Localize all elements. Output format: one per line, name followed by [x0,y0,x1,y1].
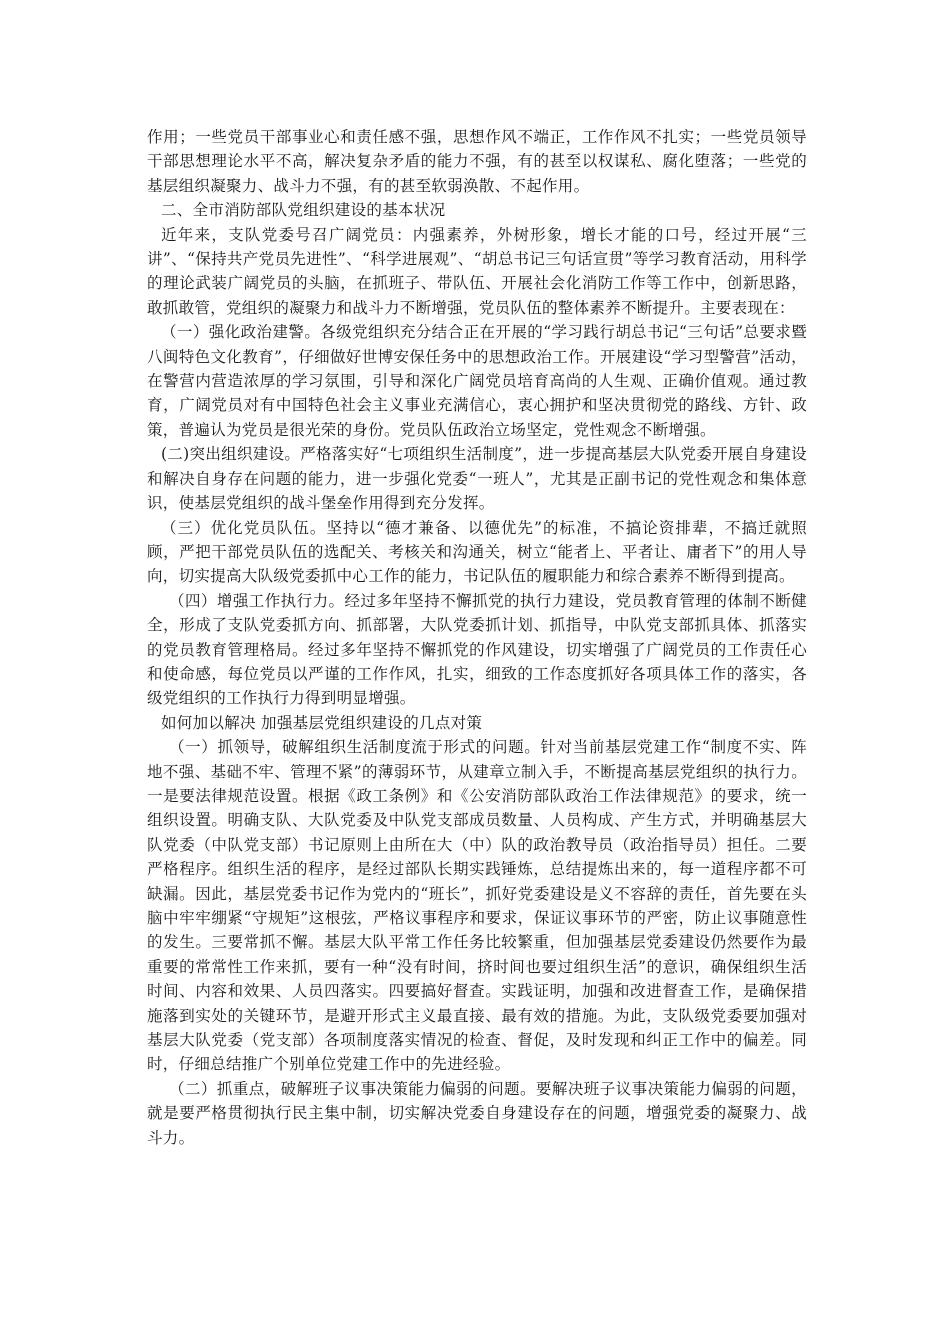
paragraph-continuation: 作用；一些党员干部事业心和责任感不强，思想作风不端正，工作作风不扎实；一些党员领导干部思想理论水平不高，解决复杂矛盾的能力不强，有的甚至以权谋私、腐化堕落；一些党的基层组织凝聚力、战斗力不强，有的甚至软弱涣散、不起作用。 [147,128,807,195]
paragraph-item-3: （三）优化党员队伍。坚持以“德才兼备、以德优先”的标准，不搞论资排辈，不搞迁就照顾，严把干部党员队伍的选配关、考核关和沟通关，树立“能者上、平者让、庸者下”的用人导向，切实提高大队级党委抓中心工作的能力，书记队伍的履职能力和综合素养不断得到提高。 [147,518,807,586]
section-heading-3: 如何加以解决 加强基层党组织建设的几点对策 [161,713,483,732]
paragraph-measure-2: （二）抓重点，破解班子议事决策能力偏弱的问题。要解决班子议事决策能力偏弱的问题，就是要严格贯彻执行民主集中制，切实解决党委自身建设存在的问题，增强党委的凝聚力、战斗力。 [147,1079,807,1147]
paragraph-item-4: （四）增强工作执行力。经过多年坚持不懈抓党的执行力建设，党员教育管理的体制不断健全，形成了支队党委抓方向、抓部署，大队党委抓计划、抓指导，中队党支部抓具体、抓落实的党员教育管理格局。经过多年坚持不懈抓党的作风建设，切实增强了广阔党员的工作责任心和使命感，每位党员以严谨的工作作风，扎实，细致的工作态度抓好各项具体工作的落实，各级党组织的工作执行力得到明显增强。 [147,591,807,708]
paragraph-measure-1: （一）抓领导，破解组织生活制度流于形式的问题。针对当前基层党建工作“制度不实、阵地不强、基础不牢、管理不紧”的薄弱环节，从建章立制入手，不断提高基层党组织的执行力。一是要法律规范设置。根据《政工条例》和《公安消防部队政治工作法律规范》的要求，统一组织设置。明确支队、大队党委及中队党支部成员数量、人员构成、产生方式，并明确基层大队党委（中队党支部）书记原则上由所在大（中）队的政治教导员（政治指导员）担任。二要严格程序。组织生活的程序，是经过部队长期实践锤炼，总结提炼出来的，每一道程序都不可缺漏。因此，基层党委书记作为党内的“班长”，抓好党委建设是义不容辞的责任，首先要在头脑中牢牢绷紧“守规矩”这根弦，严格议事程序和要求，保证议事环节的严密，防止议事随意性的发生。三要常抓不懈。基层大队平常工作任务比较繁重，但加强基层党委建设仍然要作为最重要的常常性工作来抓，要有一种“没有时间，挤时间也要过组织生活”的意识，确保组织生活时间、内容和效果、人员四落实。四要搞好督查。实践证明，加强和改进督查工作，是确保措施落到实处的关键环节，是避开形式主义最直接、最有效的措施。为此，支队级党委要加强对基层大队党委（党支部）各项制度落实情况的检查、督促，及时发现和纠正工作中的偏差。同时，仔细总结推广个别单位党建工作中的先进经验。 [147,738,807,1074]
document-page [147,125,807,1150]
paragraph-item-1: （一）强化政治建警。各级党组织充分结合正在开展的“学习践行胡总书记“三句话”总要求暨八闽特色文化教育”，仔细做好世博安保任务中的思想政治工作。开展建设“学习型警营”活动，在警营内营造浓厚的学习氛围，引导和深化广阔党员培育高尚的人生观、正确价值观。通过教育，广阔党员对有中国特色社会主义事业充满信心，衷心拥护和坚决贯彻党的路线、方针、政策，普遍认为党员是很光荣的身份。党员队伍政治立场坚定，党性观念不断增强。 [147,323,807,439]
section-heading-2: 二、全市消防部队党组织建设的基本状况 [161,201,446,220]
paragraph-item-2: (二)突出组织建设。严格落实好“七项组织生活制度”，进一步提高基层大队党委开展自身建设和解决自身存在问题的能力，进一步强化党委“一班人”，尤其是正副书记的党性观念和集体意识，使基层党组织的战斗堡垒作用得到充分发挥。 [147,445,807,513]
paragraph-intro: 近年来，支队党委号召广阔党员：内强素养，外树形象，增长才能的口号，经过开展“三讲”、“保持共产党员先进性”、“科学进展观”、“胡总书记三句话宣贯”等学习教育活动，用科学的理论武装广阔党员的头脑，在抓班子、带队伍、开展社会化消防工作等工作中，创新思路，敢抓敢管，党组织的凝聚力和战斗力不断增强，党员队伍的整体素养不断提升。主要表现在： [147,225,807,317]
